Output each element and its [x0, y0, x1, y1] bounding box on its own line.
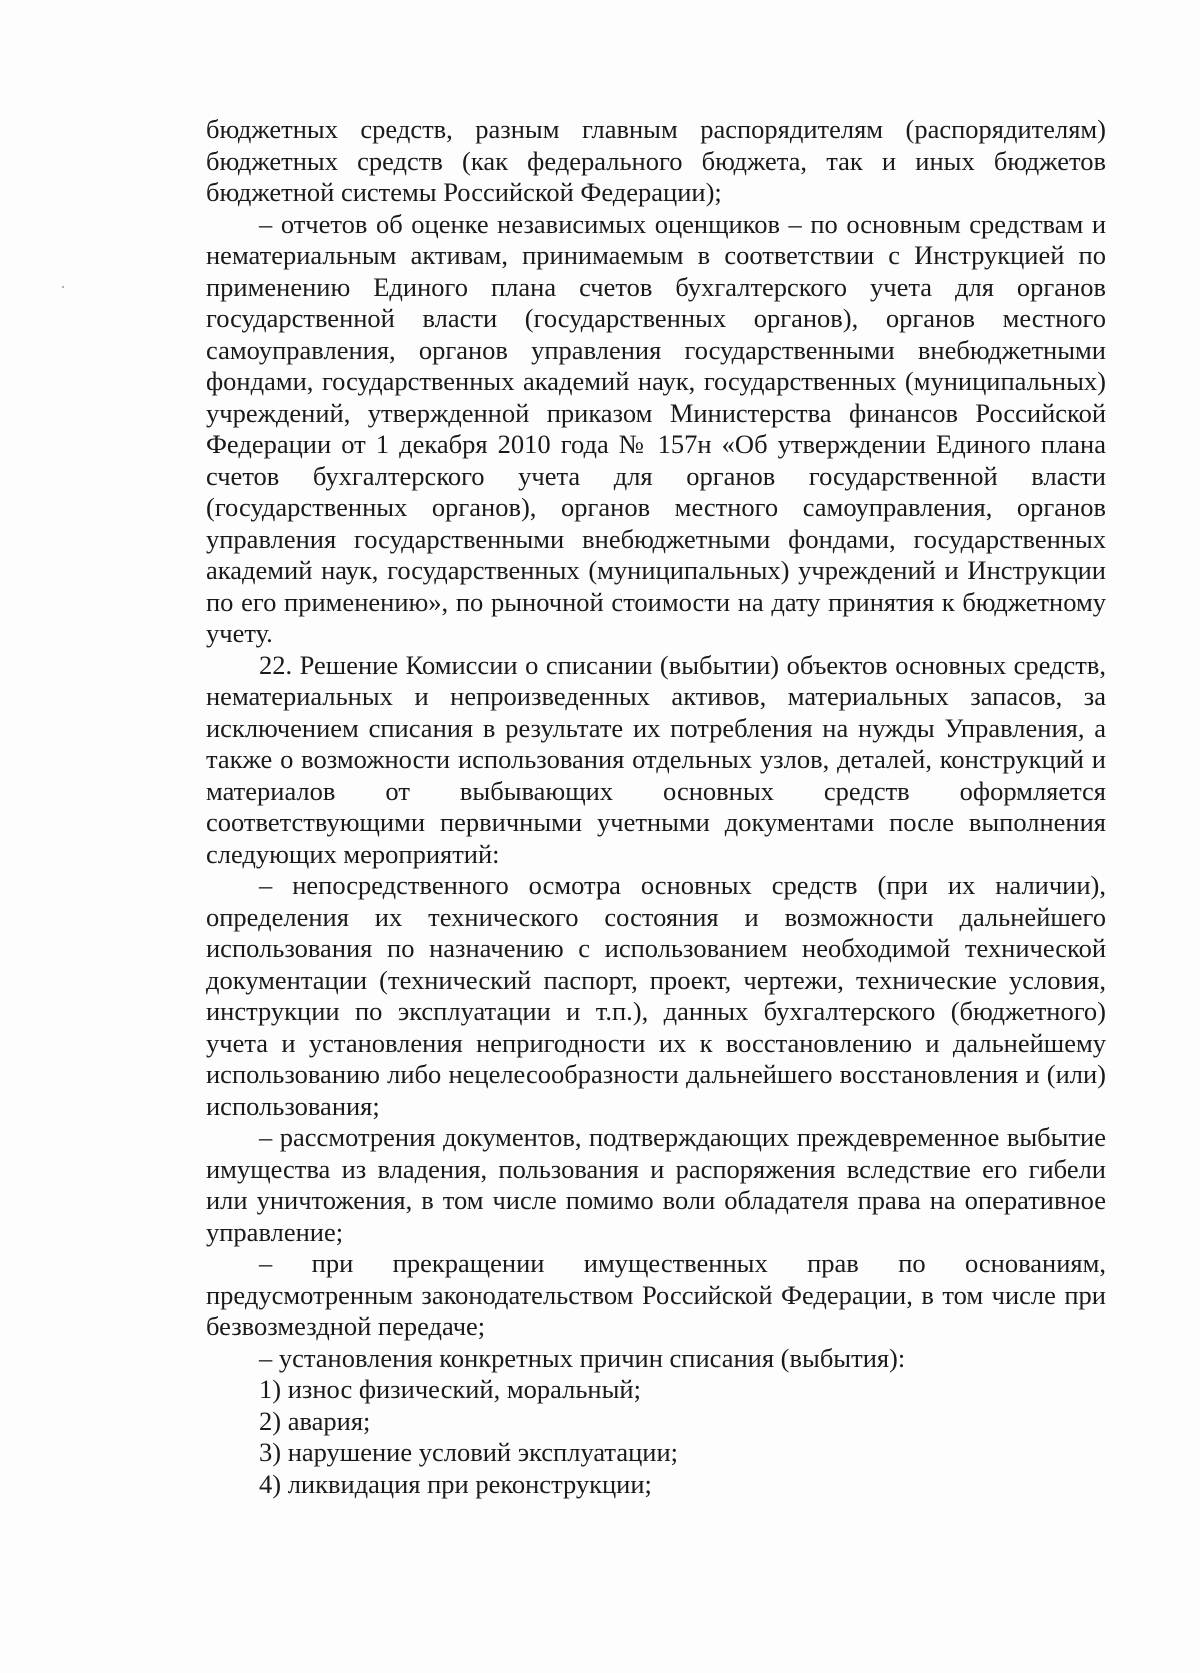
paragraph-clause-22: 22. Решение Комиссии о списании (выбытии) объектов основных средств, нематериальных и непроизведенных активов, материальных запасов, за исключением списания в результате их потребления на нужды Управления, а также о возможности использования отдельных узлов, деталей, конструкций и материалов от выбывающих основных средств оформляется соответствующими первичными учетными документами после выполнения следующих мероприятий:	[206, 649, 1106, 869]
paragraph-continuation: бюджетных средств, разным главным распорядителям (распорядителям) бюджетных средств (как федерального бюджета, так и иных бюджетов бюджетной системы Российской Федерации);	[206, 114, 1106, 207]
paragraph-rights-termination: – при прекращении имущественных прав по основаниям, предусмотренным законодательством Российской Федерации, в том числе при безвозмездной передаче;	[206, 1248, 1106, 1341]
document-body	[206, 114, 1106, 1500]
scan-speck	[62, 286, 64, 288]
paragraph-inspection: – непосредственного осмотра основных средств (при их наличии), определения их технического состояния и возможности дальнейшего использования по назначению с использованием необходимой технической документации (технический паспорт, проект, чертежи, технические условия, инструкции по эксплуатации и т.п.), данных бухгалтерского (бюджетного) учета и установления непригодности их к восстановлению и дальнейшему использованию либо нецелесообразности дальнейшего восстановления и (или) использования;	[206, 870, 1106, 1121]
list-item: 3) нарушение условий эксплуатации;	[259, 1437, 679, 1467]
paragraph-reasons-intro: – установления конкретных причин списания (выбытия):	[259, 1342, 906, 1373]
paragraph-documents-review: – рассмотрения документов, подтверждающих преждевременное выбытие имущества из владения, пользования и распоряжения вследствие его гибели или уничтожения, в том числе помимо воли обладателя права на оперативное управление;	[206, 1122, 1106, 1247]
list-item: 1) износ физический, моральный;	[259, 1374, 641, 1404]
paragraph-appraisal-reports: – отчетов об оценке независимых оценщиков – по основным средствам и нематериальным активам, принимаемым в соответствии с Инструкцией по применению Единого плана счетов бухгалтерского учета для органов государственной власти (государственных органов), органов местного самоуправления, органов управления государственными внебюджетными фондами, государственных академий наук, государственных (муниципальных) учреждений, утвержденной приказом Министерства финансов Российской Федерации от 1 декабря 2010 года № 157н «Об утверждении Единого плана счетов бухгалтерского учета для органов государственной власти (государственных органов), органов местного самоуправления, органов управления государственными внебюджетными фондами, государственных академий наук, государственных (муниципальных) учреждений и Инструкции по его применению», по рыночной стоимости на дату принятия к бюджетному учету.	[206, 208, 1106, 648]
list-item: 2) авария;	[259, 1405, 371, 1436]
list-item: 4) ликвидация при реконструкции;	[259, 1468, 652, 1499]
